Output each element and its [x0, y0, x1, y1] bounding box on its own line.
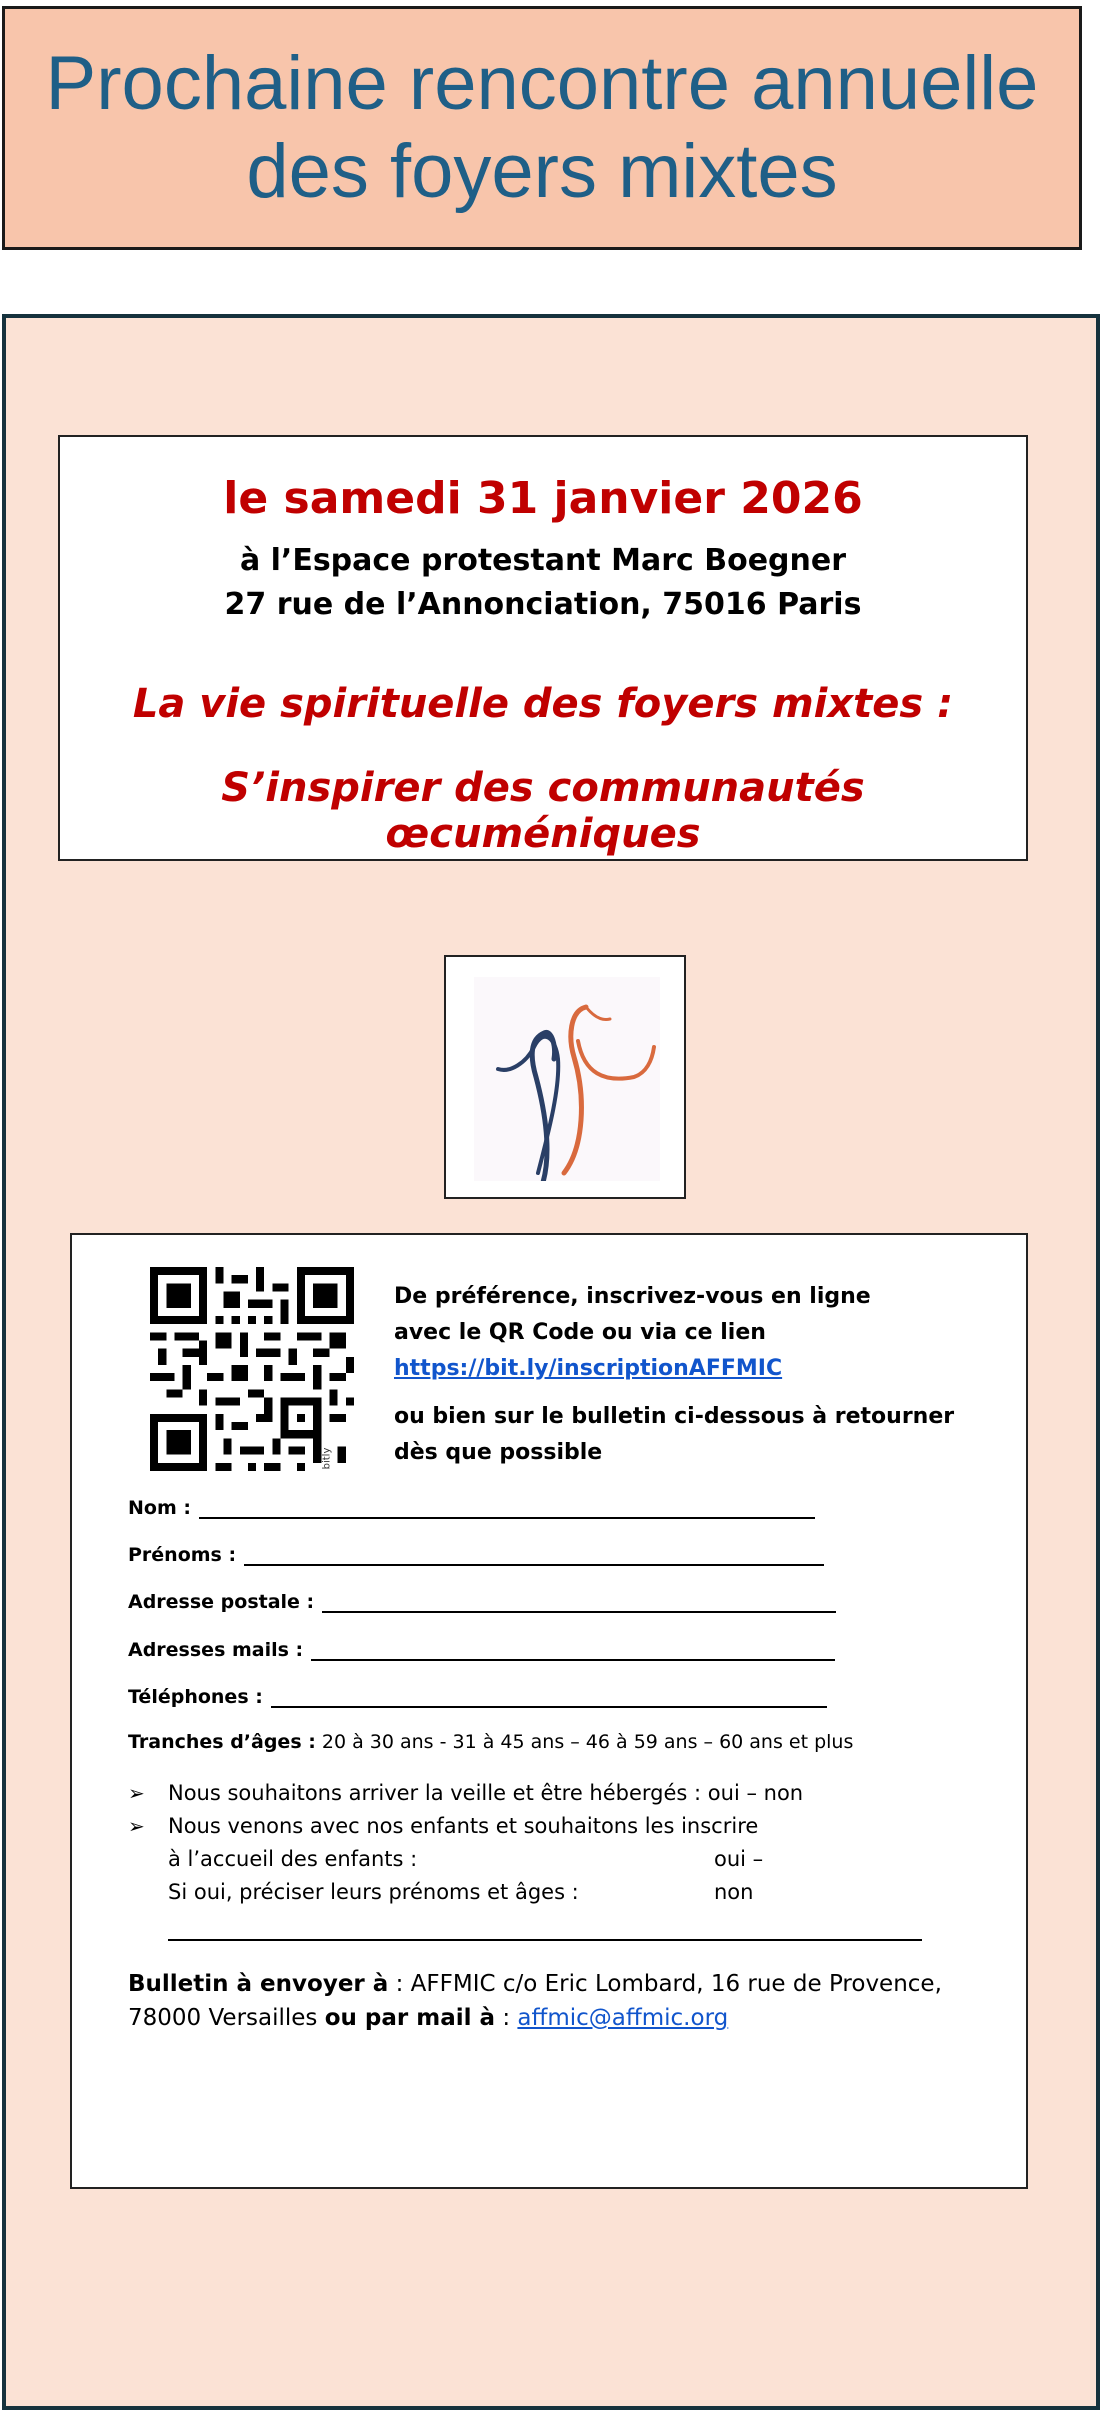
- field-prenoms[interactable]: Prénoms :: [128, 1544, 824, 1566]
- event-theme-line1: La vie spirituelle des foyers mixtes :: [132, 681, 954, 727]
- event-theme-line2: S’inspirer des communautés œcuméniques: [221, 765, 865, 857]
- children-oui-non[interactable]: oui – non: [714, 1847, 764, 1904]
- affmic-logo-icon: [474, 977, 660, 1181]
- list-item: ➢ Nous venons avec nos enfants et souhaitons les inscrire: [128, 1810, 803, 1843]
- event-details-box: [58, 435, 1028, 861]
- field-adresse-postale[interactable]: Adresse postale :: [128, 1591, 836, 1613]
- children-details-field[interactable]: [168, 1939, 922, 1941]
- age-ranges: Tranches d’âges : 20 à 30 ans - 31 à 45 ans – 46 à 59 ans – 60 ans et plus: [128, 1731, 854, 1753]
- field-adresses-mails[interactable]: Adresses mails :: [128, 1639, 835, 1661]
- qr-code-icon[interactable]: [150, 1267, 354, 1471]
- event-date: le samedi 31 janvier 2026: [223, 473, 863, 524]
- registration-link[interactable]: https://bit.ly/inscriptionAFFMIC: [394, 1356, 783, 1381]
- event-venue: à l’Espace protestant Marc Boegner: [239, 543, 847, 578]
- mailing-instructions: Bulletin à envoyer à : AFFMIC c/o Eric Lombard, 16 rue de Provence, 78000 Versailles ou par mail à : affmic@affmic.org: [128, 1971, 942, 2031]
- registration-form: [70, 1233, 1028, 2189]
- children-details-label: Si oui, préciser leurs prénoms et âges :: [168, 1880, 579, 1904]
- list-item: ➢ Nous souhaitons arriver la veille et être hébergés : oui – non: [128, 1777, 803, 1810]
- qr-caption: bitly: [321, 1447, 333, 1470]
- contact-email-link[interactable]: affmic@affmic.org: [517, 2005, 729, 2031]
- event-address: 27 rue de l’Annonciation, 75016 Paris: [224, 587, 862, 622]
- field-telephones[interactable]: Téléphones :: [128, 1686, 827, 1708]
- logo-box: [444, 955, 686, 1199]
- registration-intro: De préférence, inscrivez-vous en ligne avec le QR Code ou via ce lien https://bit.ly/inscriptionAFFMIC ou bien sur le bulletin ci-dessous à retourner dès que possible: [394, 1279, 994, 1471]
- page-title: Prochaine rencontre annuelle des foyers mixtes: [45, 41, 1039, 214]
- options-list: [128, 1777, 803, 1909]
- header-banner: [2, 6, 1082, 250]
- arrow-bullet-icon: ➢: [128, 1781, 145, 1805]
- arrow-bullet-icon: ➢: [128, 1814, 145, 1838]
- children-reception-line: à l’accueil des enfants : oui – non: [128, 1843, 803, 1876]
- field-nom[interactable]: Nom :: [128, 1497, 815, 1519]
